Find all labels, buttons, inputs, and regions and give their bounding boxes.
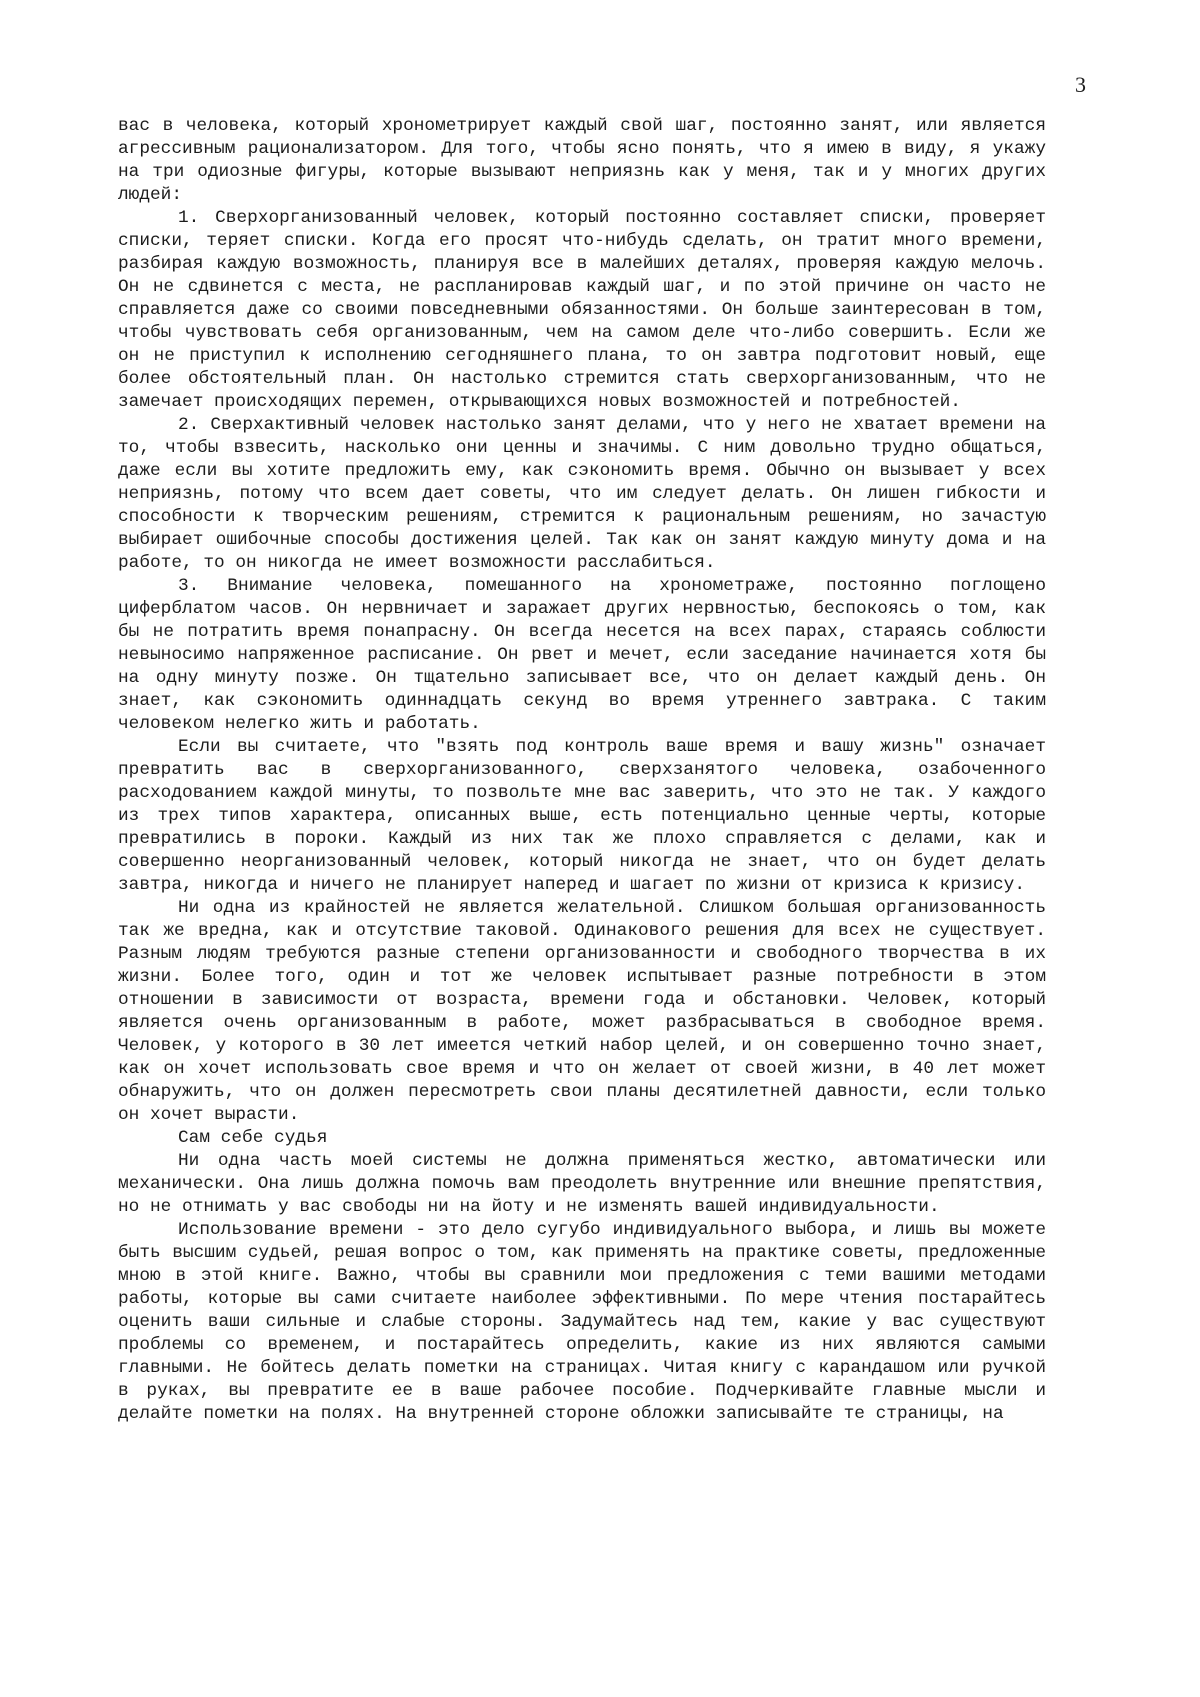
paragraph-overactive: 2. Сверхактивный человек настолько занят делами, что у него не хватает времени на то, чтобы взвесить, насколько они ценны и значимы. С ним довольно трудно общаться, даже если вы хотите предложить ему, как сэкономить время. Обычно он вызывает у всех неприязнь, потому что всем дает советы, что им следует делать. Он лишен гибкости и способности к творческим решениям, стремится к рациональным решениям, но зачастую выбирает ошибочные способы достижения целей. Так как он занят каждую минуту дома и на работе, то он никогда не имеет возможности расслабиться. (118, 415, 1046, 573)
paragraph-extremes: Ни одна из крайностей не является желательной. Слишком большая организованность так же вредна, как и отсутствие таковой. Одинакового решения для всех не существует. Разным людям требуются разные степени организованности и свободного творчества в их жизни. Более того, один и тот же человек испытывает разные потребности в этом отношении в зависимости от возраста, времени года и обстановки. Человек, который является очень организованным в работе, может разбрасываться в свободное время. Человек, у которого в 30 лет имеется четкий набор целей, и он совершенно точно знает, как он хочет использовать свое время и что он желает от своей жизни, в 40 лет может обнаружить, что он должен пересмотреть свои планы десятилетней давности, если только он хочет вырасти. (118, 898, 1046, 1125)
paragraph-intro: вас в человека, который хронометрирует каждый свой шаг, постоянно занят, или является агрессивным рационализатором. Для того, чтобы ясно понять, что я имею в виду, я укажу на три одиозные фигуры, которые вызывают неприязнь как у меня, так и у многих других людей: (118, 116, 1046, 205)
paragraph-overorganized: 1. Сверхорганизованный человек, который постоянно составляет списки, проверяет списки, теряет списки. Когда его просят что-нибудь сделать, он тратит много времени, разбирая каждую возможность, планируя все в малейших деталях, проверяя каждую мелочь. Он не сдвинется с места, не распланировав каждый шаг, и по этой причине он часто не справляется даже со своими повседневными обязанностями. Он больше заинтересован в том, чтобы чувствовать себя организованным, чем на самом деле что-либо совершить. Если же он не приступил к исполнению сегодняшнего плана, то он завтра подготовит новый, еще более обстоятельный план. Он настолько стремится стать сверхорганизованным, что не замечает происходящих перемен, открывающихся новых возможностей и потребностей. (118, 208, 1046, 412)
document-body (118, 115, 1046, 1426)
paragraph-system: Ни одна часть моей системы не должна применяться жестко, автоматически или механически. Она лишь должна помочь вам преодолеть внутренние или внешние препятствия, но не отнимать у вас свободы ни на йоту и не изменять вашей индивидуальности. (118, 1151, 1046, 1217)
paragraph-time-obsessed: 3. Внимание человека, помешанного на хронометраже, постоянно поглощено циферблатом часов. Он нервничает и заражает других нервностью, беспокоясь о том, как бы не потратить время понапрасну. Он всегда несется на всех парах, стараясь соблюсти невыносимо напряженное расписание. Он рвет и мечет, если заседание начинается хотя бы на одну минуту позже. Он тщательно записывает все, что он делает каждый день. Он знает, как сэкономить одиннадцать секунд во время утреннего завтрака. С таким человеком нелегко жить и работать. (118, 576, 1046, 734)
page-number: 3 (1075, 72, 1086, 97)
paragraph-control-time: Если вы считаете, что "взять под контроль ваше время и вашу жизнь" означает превратить вас в сверхорганизованного, сверхзанятого человека, озабоченного расходованием каждой минуты, то позвольте мне вас заверить, что это не так. У каждого из трех типов характера, описанных выше, есть потенциально ценные черты, которые превратились в пороки. Каждый из них так же плохо справляется с делами, как и совершенно неорганизованный человек, который никогда не знает, что он будет делать завтра, никогда и ничего не планирует наперед и шагает по жизни от кризиса к кризису. (118, 737, 1046, 895)
section-heading: Сам себе судья (178, 1128, 328, 1148)
paragraph-judge: Использование времени - это дело сугубо индивидуального выбора, и лишь вы можете быть высшим судьей, решая вопрос о том, как применять на практике советы, предложенные мною в этой книге. Важно, чтобы вы сравнили мои предложения с теми вашими методами работы, которые вы сами считаете наиболее эффективными. По мере чтения постарайтесь оценить ваши сильные и слабые стороны. Задумайтесь над тем, какие у вас существуют проблемы со временем, и постарайтесь определить, какие из них являются самыми главными. Не бойтесь делать пометки на страницах. Читая книгу с карандашом или ручкой в руках, вы превратите ее в ваше рабочее пособие. Подчеркивайте главные мысли и делайте пометки на полях. На внутренней стороне обложки записывайте те страницы, на (118, 1220, 1046, 1424)
